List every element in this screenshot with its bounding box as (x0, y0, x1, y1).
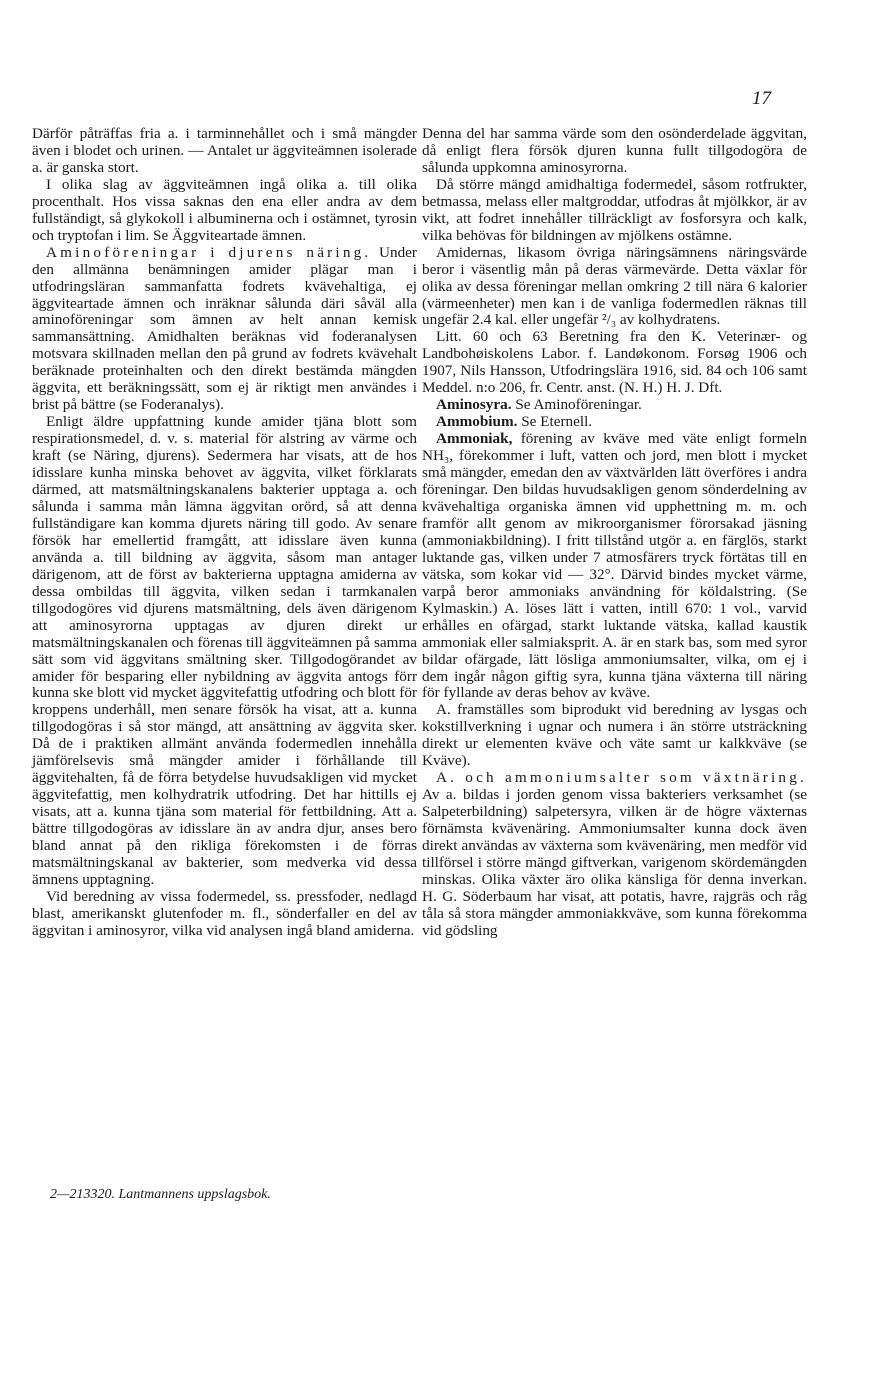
entry-text: förening av kväve med väte enligt formeln NH₃, förekommer i luft, vatten och jord, men blott i mycket små mängder, emedan den av växtvärlden lätt överföres i andra föreningar. Den bildas huvudsakligen genom sönderdelning av kvävehaltiga organiska ämnen vid upphettning m. m. och framför allt genom av mikroorganismer förorsakad jäsning (ammoniakbildning). I fritt tillstånd utgör a. en färglös, starkt luktande gas, vilken under 7 atmosfärers tryck förtätas till en vätska, som kokar vid — 32°. Därvid bindes mycket värme, varpå beror ammoniaks användning för köldalstring. (Se Kylmaskin.) A. löses lätt i vatten, intill 670: 1 vol., varvid erhålles en ofärgad, starkt luktande vätska, kallad kaustik ammoniak eller salmiaksprit. A. är en stark bas, som med syror bildar ofärgade, lätt lösliga ammoniumsalter, vilka, om ej i dem ingår någon giftig syra, kunna tjäna växterna till näring för fyllande av deras behov av kväve. (422, 430, 808, 702)
paragraph: Vid beredning av vissa fodermedel, ss. pressfoder, nedlagd blast, amerikanskt glutenfoder m. fl., sönderfaller en del av äggvitan i aminosyror, vilka vid analysen ingå bland amiderna. (32, 887, 417, 939)
entry-text: Se Eternell. (521, 413, 593, 431)
paragraph: Amidernas, likasom övriga näringsämnens näringsvärde beror i väsentlig mån på deras värmevärde. Detta växlar för olika av dessa föreningar mellan omkring 2 till nära 6 kalorier (värmeenheter) men kan i de vanliga fodermedlen räknas till ungefär 2.4 kal. eller ungefär ²/₃ av kolhydratens. (422, 243, 807, 329)
right-column (422, 126, 807, 940)
paragraph: A. framställes som biprodukt vid beredning av lysgas och kokstillverkning i ugnar och numera i än större utsträckning direkt ur elementen kväve och väte samt ur kalkkväve (se Kväve). (422, 701, 807, 770)
entry-headword: Ammoniak, (436, 430, 513, 448)
paragraph-text: Under den allmänna benämningen amider plägar man i utfodringsläran sammanfatta fodrets kvävehaltiga, ej äggviteartade ämnen och inräknar sålunda däri såväl alla aminoföreningar som ämnen av helt annan kemisk sammansättning. Amidhalten beräknas vid foderanalysen motsvara skillnaden mellan den på grund av fodrets kvävehalt beräknade proteinhalten och den direkt bestämda mängden äggvita, ett beräkningssätt, som ej är riktigt men användes i brist på bättre (se Foderanalys). (32, 243, 417, 414)
subheading: Aminoföreningar i djurens näring. (46, 243, 372, 261)
paragraph (32, 245, 417, 415)
paragraph: Därför påträffas fria a. i tarminnehållet och i små mängder även i blodet och urinen. — Antalet ur äggviteämnen isolerade a. är ganska stort. (32, 125, 417, 176)
entry (422, 414, 807, 431)
page-number: 17 (752, 88, 771, 109)
entry-headword: Ammobium. (436, 413, 518, 431)
subheading: A. och ammoniumsalter som växtnäring. (436, 769, 807, 787)
entry (422, 397, 807, 414)
paragraph-text: Av a. bildas i jorden genom vissa bakteriers verksamhet (se Salpeterbildning) salpetersyra, vilken är de högre växternas förnämsta kvävenäring. Ammoniumsalter kunna dock även direkt användas av växterna som kvävenäring, men medför vid tillförsel i större mängd giftverkan, varigenom skördemängden minskas. Olika växter äro olika känsliga för denna inverkan. H. G. Söderbaum har visat, att potatis, havre, rajgräs och råg tåla så stora mängder ammoniakkväve, som kunna förekomma vid gödsling (422, 786, 807, 939)
paragraph: Då större mängd amidhaltiga fodermedel, såsom rotfrukter, betmassa, melass eller maltgroddar, utfodras åt mjölkkor, är av vikt, att fodret innehåller tillräckligt av fosforsyra och kalk, vilka behövas för bildningen av mjölkens ostämne. (422, 175, 807, 244)
paragraph: Denna del har samma värde som den osönderdelade äggvitan, då enligt flera försök djuren kunna fullt tillgodogöra de sålunda uppkomna aminosyrorna. (422, 125, 807, 176)
literature-reference: Litt. 60 och 63 Beretning fra den K. Veterinær- og Landbohøiskolens Labor. f. Landøkonom. Forsøg 1906 och 1907, Nils Hansson, Utfodringslära 1916, sid. 84 och 106 samt Meddel. n:o 206, fr. Centr. anst. (N. H.) H. J. Dft. (422, 328, 807, 397)
paragraph: I olika slag av äggviteämnen ingå olika a. till olika procenthalt. Hos vissa saknas den ena eller andra av dem fullständigt, så glykokoll i albuminerna och i ostämnet, tyrosin och tryptofan i lim. Se Äggviteartade ämnen. (32, 175, 417, 244)
entry (422, 431, 807, 702)
paragraph (422, 770, 807, 940)
entry-headword: Aminosyra. (436, 396, 512, 414)
entry-text: Se Aminoföreningar. (515, 396, 642, 414)
left-column (32, 126, 417, 940)
footer-signature: 2—213320. Lantmannens uppslagsbok. (50, 1187, 271, 1202)
paragraph: Enligt äldre uppfattning kunde amider tjäna blott som respirationsmedel, d. v. s. material för alstring av värme och kraft (se Näring, djurens). Sedermera har visats, att de hos idisslare kunha minska behovet av äggvita, vilket förklarats därmed, att matsmältningskanalens bakterier upptaga a. och sålunda i samma mån lämna äggvitan orörd, så att denna fullständigare kan komma djurets näring till godo. Av senare försök har emellertid framgått, att idisslare även kunna använda a. till bildning av äggvita, såsom man antager därigenom, att de först av bakterierna upptagna amiderna av dessa ombildas till äggvita, vilken sedan i tarmkanalen tillgodogöres vid djurens matsmältning, dels även därigenom att aminosyrorna upptagas av djuren direkt ur matsmältningskanalen och förenas till äggviteämnen på samma sätt som vid äggvitans smältning sker. Tillgodogörandet av amider för besparing eller nybildning av äggvita antogs förr kunna ske blott vid mycket äggvitefattig utfodring och blott för kroppens underhåll, men senare försök ha visat, att a. kunna tillgodogöras i så stor mängd, att ansättning av äggvita sker. Då de i praktiken allmänt använda fodermedlen innehålla jämförelsevis små mängder amider i förhållande till äggvitehalten, få de förra betydelse huvudsakligen vid mycket äggvitefattig, men kolhydratrik utfodring. Det har hittills ej visats, att a. kunna tjäna som material för fettbildning. Att a. bättre tillgodogöras av idisslare än av andra djur, anses bero bland annat på den rikliga förekomsten i de förras matsmältningskanal av bakterier, som medverka vid dessa ämnens upptagning. (32, 413, 417, 888)
